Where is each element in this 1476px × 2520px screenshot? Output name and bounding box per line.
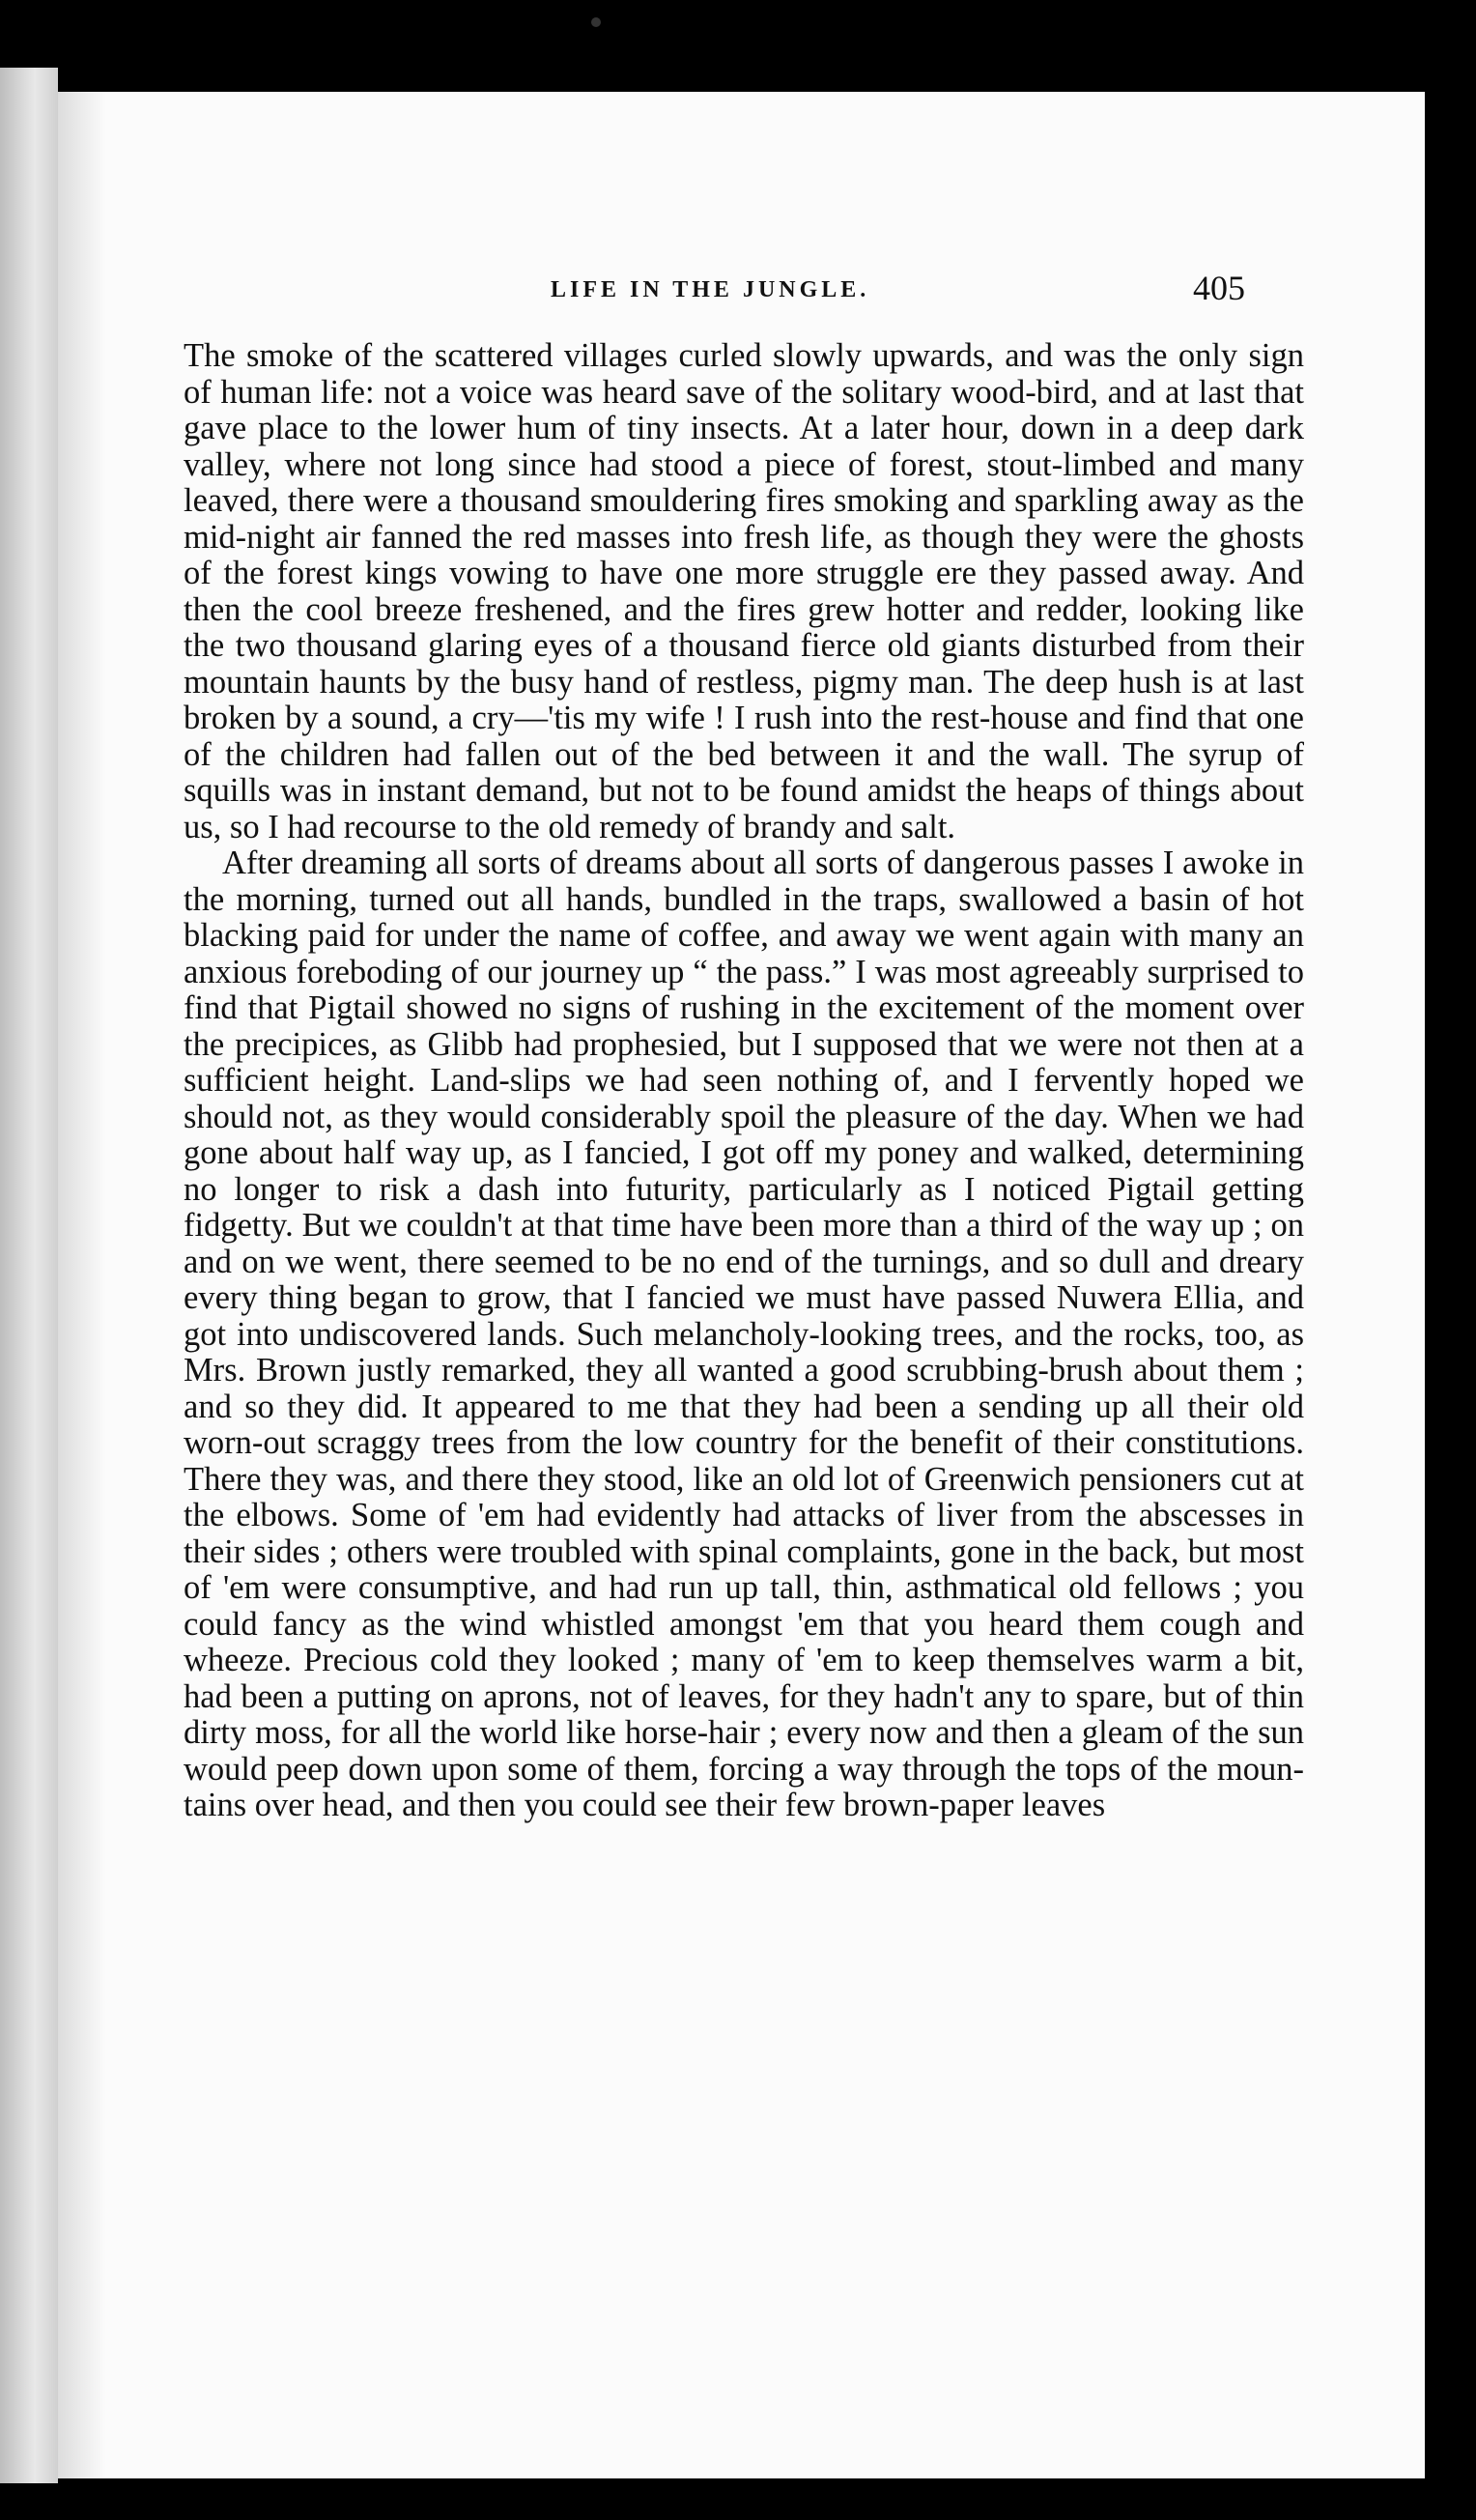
gutter-shadow xyxy=(58,92,106,2478)
body-text xyxy=(184,338,1304,1824)
page-header xyxy=(58,269,1425,316)
page-number: 405 xyxy=(1193,269,1245,307)
running-head: LIFE IN THE JUNGLE. xyxy=(551,277,870,302)
book-page xyxy=(58,92,1425,2478)
paragraph-1: The smoke of the scattered villages curled slowly upwards, and was the only sign of human life: not a voice was heard save of the solitary wood-bird, and at last that gave place to the lower hum of tiny insects. At a later hour, down in a deep dark valley, where not long since had stood a piece of forest, stout-limbed and many leaved, there were a thousand smouldering fires smoking and sparkling away as the mid-night air fanned the red masses into fresh life, as though they were the ghosts of the forest kings vowing to have one more struggle ere they passed away. And then the cool breeze freshened, and the fires grew hotter and redder, looking like the two thousand glaring eyes of a thousand fierce old giants disturbed from their mountain haunts by the busy hand of restless, pigmy man. The deep hush is at last broken by a sound, a cry—'tis my wife ! I rush into the rest-house and find that one of the children had fallen out of the bed between it and the wall. The syrup of squills was in instant demand, but not to be found amidst the heaps of things about us, so I had recourse to the old remedy of brandy and salt. xyxy=(184,337,1304,845)
book-spine-edge xyxy=(0,68,58,2483)
scan-speck xyxy=(591,17,601,27)
paragraph-2: After dreaming all sorts of dreams about all sorts of dangerous passes I awoke in the morning, turned out all hands, bundled in the traps, swallowed a basin of hot blacking paid for under the name of coffee, and away we went again with many an anxious foreboding of our journey up “ the pass.” I was most agreeably surprised to find that Pigtail showed no signs of rushing in the excitement of the moment over the precipices, as Glibb had prophesied, but I supposed that we were not then at a sufficient height. Land-slips we had seen nothing of, and I fervently hoped we should not, as they would considerably spoil the pleasure of the day. When we had gone about half way up, as I fancied, I got off my poney and walked, determining no longer to risk a dash into futurity, particularly as I noticed Pigtail getting fidgetty. But we couldn't at that time have been more than a third of the way up ; on and on we went, there seemed to be no end of the turnings, and so dull and dreary every thing began to grow, that I fancied we must have passed Nuwera Ellia, and got into undiscovered lands. Such melancholy-looking trees, and the rocks, too, as Mrs. Brown justly remarked, they all wanted a good scrubbing-brush about them ; and so they did. It appeared to me that they had been a sending up all their old worn-out scraggy trees from the low country for the benefit of their constitutions. There they was, and there they stood, like an old lot of Greenwich pensioners cut at the elbows. Some of 'em had evidently had attacks of liver from the abscesses in their sides ; others were troubled with spinal complaints, gone in the back, but most of 'em were consumptive, and had run up tall, thin, asthmatical old fellows ; you could fancy as the wind whistled amongst 'em that you heard them cough and wheeze. Precious cold they looked ; many of 'em to keep themselves warm a bit, had been a putting on aprons, not of leaves, for they hadn't any to spare, but of thin dirty moss, for all the world like horse-hair ; every now and then a gleam of the sun would peep down upon some of them, forcing a way through the tops of the moun-tains over head, and then you could see their few brown-paper leaves xyxy=(184,845,1304,1823)
